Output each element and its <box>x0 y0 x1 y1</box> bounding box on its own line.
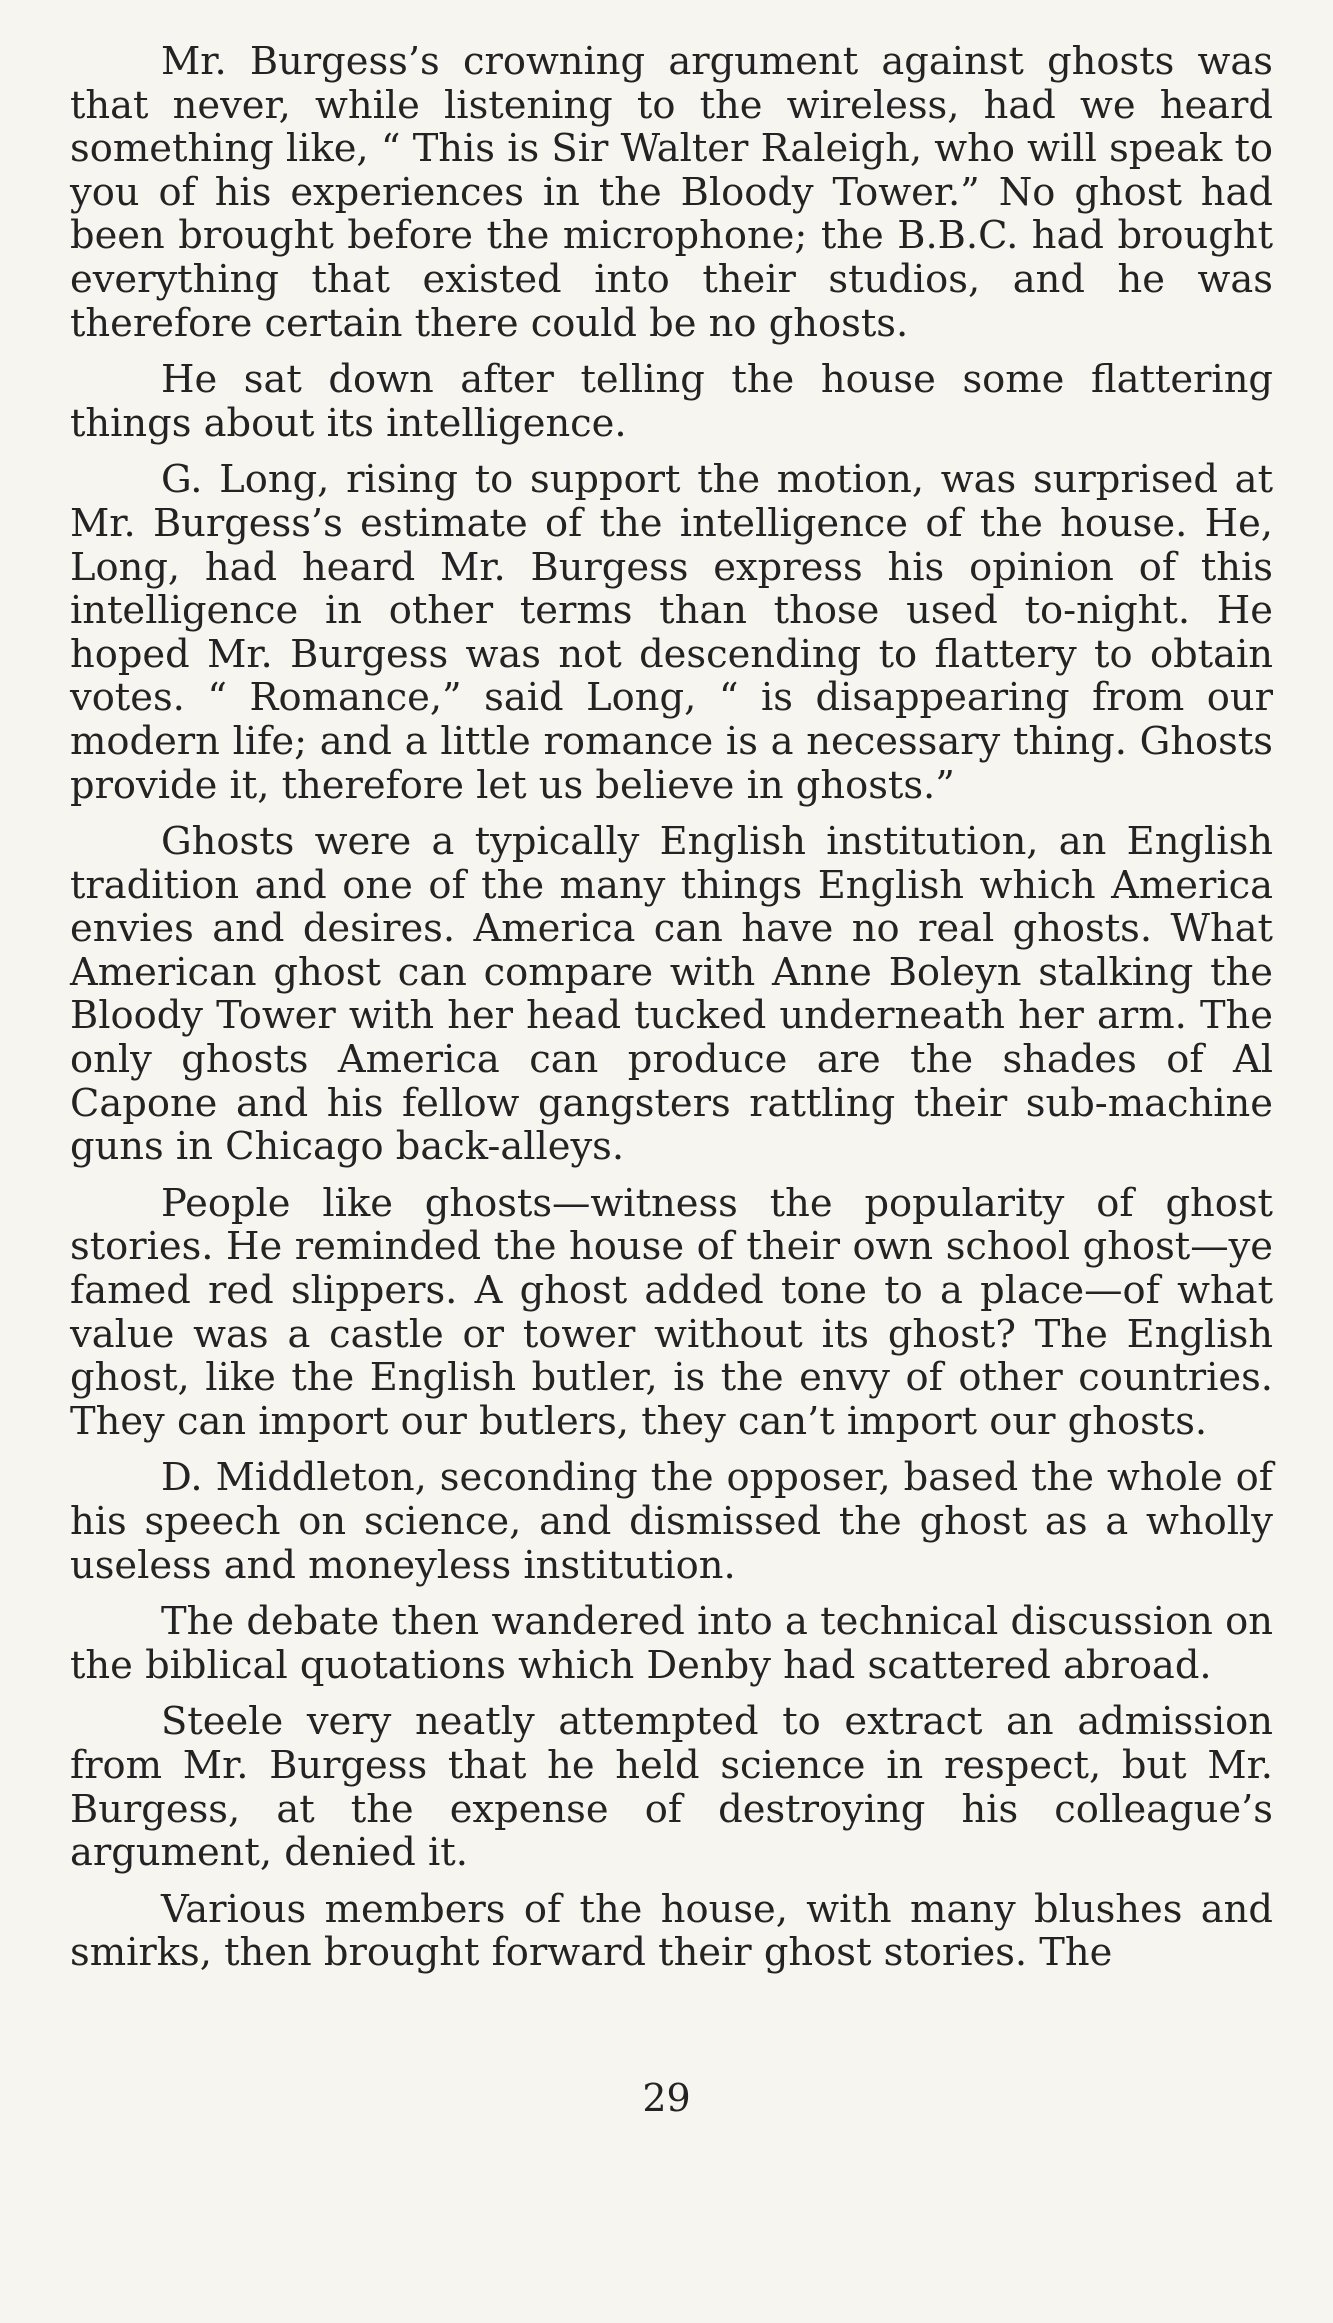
paragraph-1: Mr. Burgess’s crowning argument against ghosts was that never, while listening to the wireless, had we heard something like, “ This is Sir Walter Raleigh, who will speak to you of his experiences in the Bloody Tower.” No ghost had been brought before the microphone; the B.B.C. had brought everything that existed into their studios, and he was therefore certain there could be no ghosts. <box>70 39 1273 346</box>
paragraph-6: D. Middleton, seconding the opposer, based the whole of his speech on science, and dismissed the ghost as a wholly useless and moneyless institution. <box>70 1455 1273 1588</box>
paragraph-5: People like ghosts—witness the popularity of ghost stories. He reminded the house of their own school ghost—ye famed red slippers. A ghost added tone to a place—of what value was a castle or tower without its ghost? The English ghost, like the English butler, is the envy of other countries. They can import our butlers, they can’t import our ghosts. <box>70 1180 1273 1444</box>
paragraph-3: G. Long, rising to support the motion, was surprised at Mr. Burgess’s estimate of the intelligence of the house. He, Long, had heard Mr. Burgess express his opinion of this intelligence in other terms than those used to-night. He hoped Mr. Burgess was not descending to flattery to obtain votes. “ Romance,” said Long, “ is disappearing from our modern life; and a little romance is a necessary thing. Ghosts provide it, therefore let us believe in ghosts.” <box>70 457 1273 808</box>
page-body <box>70 40 1273 1988</box>
page-number: 29 <box>642 2076 691 2120</box>
paragraph-2: He sat down after telling the house some flattering things about its intelligence. <box>70 357 1273 446</box>
paragraph-7: The debate then wandered into a technical discussion on the biblical quotations which Denby had scattered abroad. <box>70 1599 1273 1688</box>
paragraph-8: Steele very neatly attempted to extract an admission from Mr. Burgess that he held science in respect, but Mr. Burgess, at the expense of destroying his colleague’s argument, denied it. <box>70 1699 1273 1876</box>
paragraph-9: Various members of the house, with many blushes and smirks, then brought forward their ghost stories. The <box>70 1886 1273 1976</box>
paragraph-4: Ghosts were a typically English institution, an English tradition and one of the many things English which America envies and desires. America can have no real ghosts. What American ghost can compare with Anne Boleyn stalking the Bloody Tower with her head tucked underneath her arm. The only ghosts America can produce are the shades of Al Capone and his fellow gangsters rattling their sub-machine guns in Chicago back-alleys. <box>70 819 1273 1170</box>
